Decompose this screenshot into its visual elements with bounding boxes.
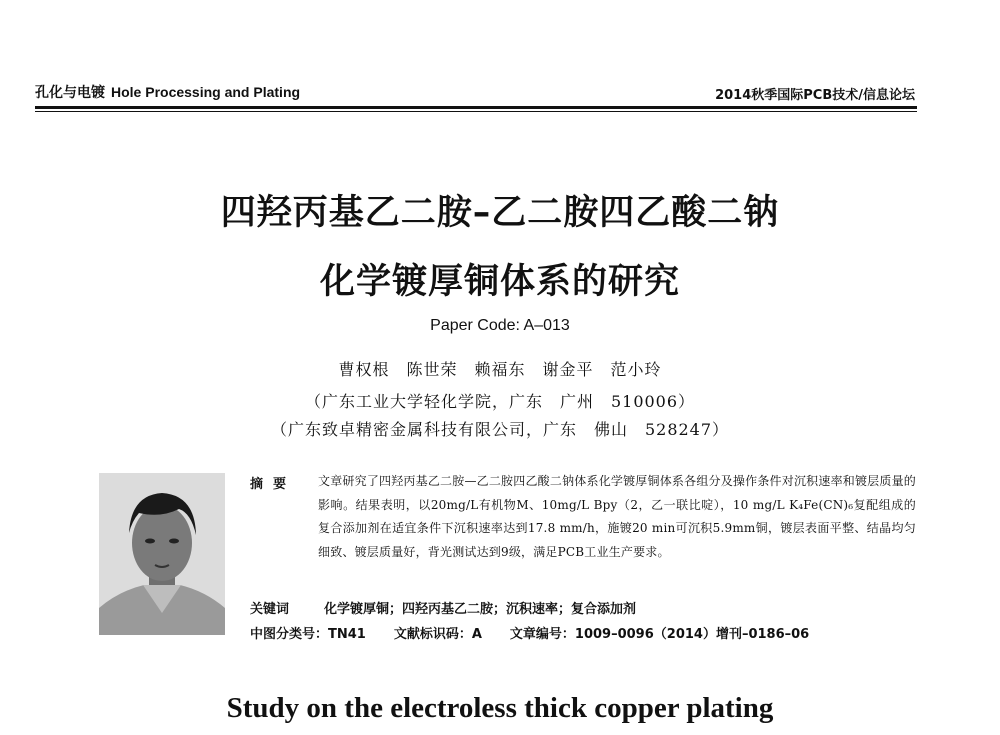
section-cn: 孔化与电镀 [35,85,105,101]
section-label [35,82,300,102]
document-code: 文献标识码：A [393,627,482,642]
keywords [250,598,636,617]
section-en: Hole Processing and Plating [111,84,301,100]
header-rule-thick [35,106,917,109]
affiliation-1: （广东工业大学轻化学院，广东 广州 510006） [304,392,696,411]
abstract-label: 摘要 [250,477,297,492]
conference-name: 2014秋季国际PCB技术/信息论坛 [715,88,915,103]
authors: 曹权根 陈世荣 赖福东 谢金平 范小玲 [338,360,662,379]
running-header [35,82,915,104]
title-line-1: 四羟丙基乙二胺–乙二胺四乙酸二钠 [220,193,780,233]
author-photo [99,473,225,635]
classification-line [250,623,950,642]
header-rule-thin [35,111,917,112]
affiliation-2: （广东致卓精密金属科技有限公司，广东 佛山 528247） [270,420,730,439]
title-line-2: 化学镀厚铜体系的研究 [319,262,680,302]
paper-code: Paper Code: A–013 [430,317,570,334]
keywords-value: 化学镀厚铜；四羟丙基乙二胺；沉积速率；复合添加剂 [324,602,637,617]
abstract-text: 文章研究了四羟丙基乙二胺—乙二胺四乙酸二钠体系化学镀厚铜体系各组分及操作条件对沉积速率和镀层质量的影响。结果表明，以20mg/L有机物M、10mg/L Bpy（2，乙一联比啶），10 mg/L K₄Fe(CN)₆复配组成的复合添加剂在适宜条件下沉积速率达到17.8 mm/h，施镀20 min可沉积5.9mm铜，镀层表面平整、结晶均匀细致、镀层质量好，背光测试达到9级，满足PCB工业生产要求。 [318,474,916,559]
keywords-label: 关键词 [250,602,290,617]
article-number: 文章编号：1009–0096（2014）增刊–0186–06 [509,627,810,642]
english-title: Study on the electroless thick copper plating [226,692,774,724]
clc-number: 中图分类号：TN41 [250,627,366,642]
